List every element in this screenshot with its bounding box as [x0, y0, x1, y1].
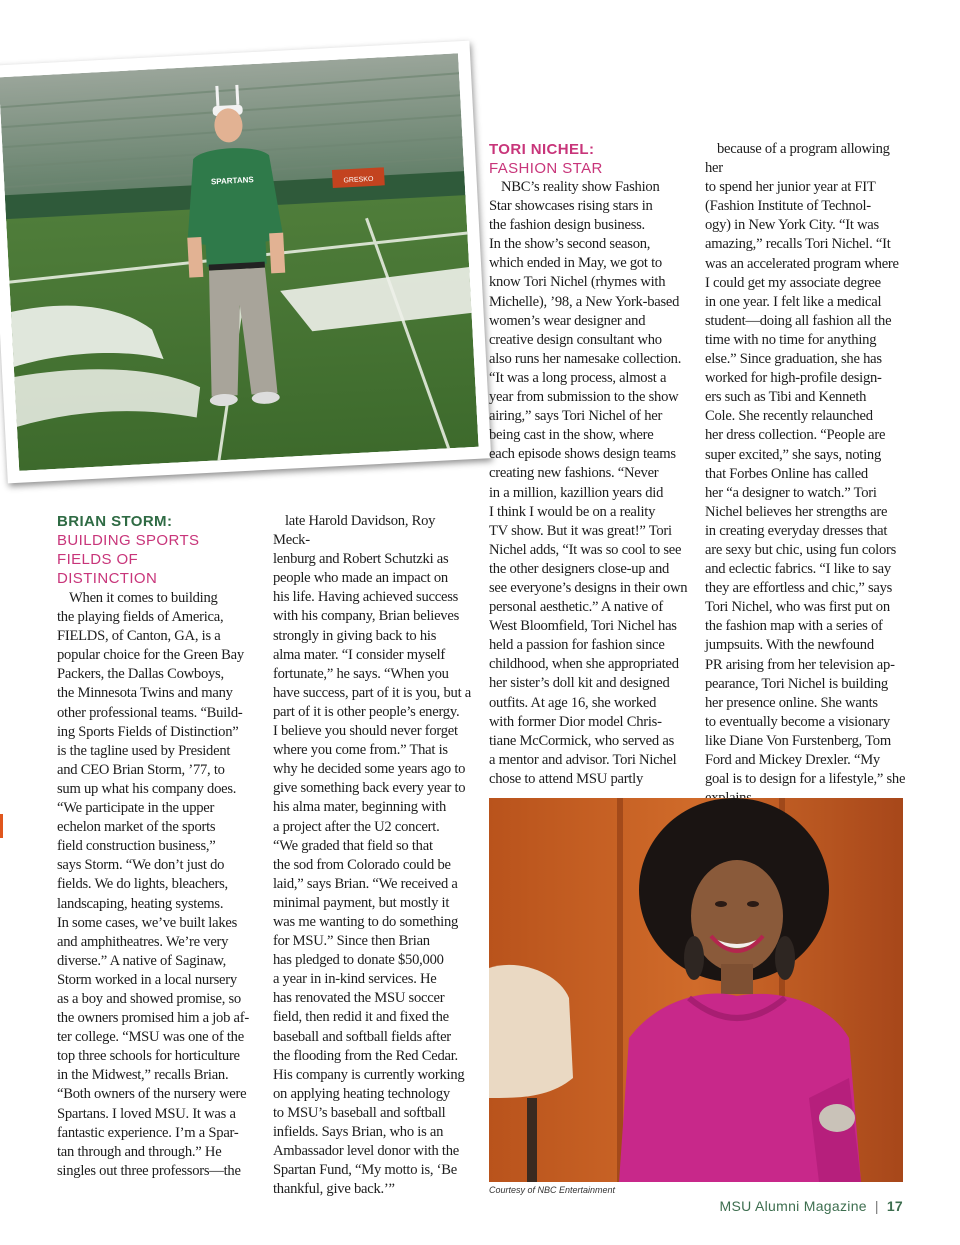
article1-text-line: strongly in giving back to his — [273, 627, 437, 644]
article2-text-line: to eventually become a visionary — [705, 713, 890, 730]
article1-text-line: for MSU.” Since then Brian — [273, 933, 430, 950]
article2-text-line: which ended in May, we got to — [489, 255, 662, 272]
article1-text-line: “We graded that field so that — [273, 837, 433, 854]
article1-text-line: and CEO Brian Storm, ’77, to — [57, 761, 225, 778]
article1-text-line: field construction business,” — [57, 838, 216, 855]
article1-text-line: the sod from Colorado could be — [273, 856, 451, 873]
article2-text-line: also runs her namesake collection. — [489, 350, 682, 367]
article1-text-line: why he decided some years ago to — [273, 761, 466, 778]
article2-text-line: I could get my associate degree — [705, 274, 881, 291]
article1-text-line: fortunate,” he says. “When you — [273, 665, 449, 682]
article1-text-line: other professional teams. “Build- — [57, 704, 243, 721]
article2-text-line: the fashion design business. — [489, 217, 645, 234]
article2-text-line: outfits. At age 16, she worked — [489, 694, 657, 711]
article2-text-line: super excited,” she says, noting — [705, 446, 881, 463]
footer-separator: | — [874, 1198, 879, 1214]
article1-text-line: late Harold Davidson, Roy Meck- — [273, 513, 436, 549]
article1-text-line: FIELDS, of Canton, GA, is a — [57, 628, 221, 645]
article1-heading-sub-line: FIELDS OF — [57, 551, 139, 568]
article1-text-line: give something back every year to — [273, 780, 466, 797]
article1-text-line: says Storm. “We don’t just do — [57, 857, 225, 874]
tori-nichel-photo — [489, 798, 903, 1182]
article2-text-line: jumpsuits. With the newfound — [705, 637, 874, 654]
article2-text-line: in a million, kazillion years did — [489, 484, 664, 501]
article1-text-line: His company is currently working — [273, 1066, 465, 1083]
article1-text-line: thankful, give back.’” — [273, 1181, 395, 1198]
article2-text-line: are sexy but chic, using fun colors — [705, 541, 897, 558]
article1-text-line: people who made an impact on — [273, 570, 448, 587]
magazine-name: MSU Alumni Magazine — [719, 1198, 867, 1214]
article1-text-line: lenburg and Robert Schutzki as — [273, 551, 449, 568]
article1-text-line: a year in in-kind services. He — [273, 971, 437, 988]
article2-text-line: Star showcases rising stars in — [489, 198, 653, 215]
article2-text-line: year from submission to the show — [489, 389, 679, 406]
article1-text-line: sum up what his company does. — [57, 780, 237, 797]
article1-text-line: the flooding from the Red Cedar. — [273, 1047, 458, 1064]
article1-text-line: in the Midwest,” recalls Brian. — [57, 1067, 229, 1084]
article1-text-line: his alma mater, beginning with — [273, 799, 447, 816]
article1-text-line: has pledged to donate $50,000 — [273, 952, 444, 969]
article1-text-line: and amphitheatres. We’re very — [57, 933, 229, 950]
article2-text-line: her sister’s doll kit and designed — [489, 675, 670, 692]
article2-text-line: the fashion map with a series of — [705, 618, 883, 635]
article2-text-line: TV show. But it was great!” Tori — [489, 522, 672, 539]
article1-text-line: I believe you should never forget — [273, 723, 458, 740]
article2-text-line: being cast in the show, where — [489, 427, 654, 444]
article1-text-line: to MSU’s baseball and softball — [273, 1104, 446, 1121]
article2-text-line: women’s wear designer and — [489, 312, 646, 329]
article2-text-line: Michelle), ’98, a New York-based — [489, 293, 680, 310]
article1-text-line: fields. We do lights, bleachers, — [57, 876, 228, 893]
article2-text-line: PR arising from her television ap- — [705, 656, 895, 673]
article2-text-line: Nichel believes her strengths are — [705, 503, 888, 520]
article1-column2 — [273, 512, 473, 1199]
article1-text-line: part of it is other people’s energy. — [273, 703, 460, 720]
article2-text-line: tiane McCormick, who served as — [489, 732, 675, 749]
article1-text-line: ter college. “MSU was one of the — [57, 1029, 244, 1046]
edge-tab-mark — [0, 814, 3, 838]
article1-text-line: “We participate in the upper — [57, 800, 215, 817]
article2-text-line: in one year. I felt like a medical — [705, 293, 882, 310]
article2-text-line: in creating everyday dresses that — [705, 522, 888, 539]
article1-heading-name: BRIAN STORM: — [57, 513, 173, 530]
article2-column4 — [705, 140, 910, 808]
article1-text-line: laid,” says Brian. “We received a — [273, 875, 458, 892]
article2-text-line: because of a program allowing her — [705, 141, 890, 177]
article2-text-line: NBC’s reality show Fashion — [501, 179, 660, 195]
article2-text-line: and eclectic fabrics. “I like to say — [705, 561, 891, 578]
article2-text-line: see everyone’s designs in their own — [489, 579, 688, 596]
article2-col3-text — [489, 178, 694, 789]
article1-text-line: top three schools for horticulture — [57, 1048, 240, 1065]
article2-text-line: In the show’s second season, — [489, 236, 651, 253]
article2-text-line: her presence online. She wants — [705, 694, 878, 711]
article2-text-line: pearance, Tori Nichel is building — [705, 675, 888, 692]
article1-text-line: baseball and softball fields after — [273, 1028, 451, 1045]
article2-text-line: Cole. She recently relaunched — [705, 408, 873, 425]
article2-text-line: like Diane Von Furstenberg, Tom — [705, 732, 891, 749]
article1-column1 — [57, 512, 262, 1181]
article1-text-line: as a boy and showed promise, so — [57, 990, 241, 1007]
article1-text-line: Spartan Fund, “My motto is, ‘Be — [273, 1162, 457, 1179]
article1-text-line: diverse.” A native of Saginaw, — [57, 952, 227, 969]
article2-text-line: that Forbes Online has called — [705, 465, 868, 482]
article2-col4-text — [705, 140, 910, 808]
article2-text-line: I think I would be on a reality — [489, 503, 656, 520]
article2-text-line: goal is to design for a lifestyle,” she — [705, 771, 906, 788]
field-photo-frame — [0, 41, 491, 484]
article2-text-line: Tori Nichel, who was first put on — [705, 599, 890, 616]
article2-text-line: student—doing all fashion all the — [705, 312, 892, 329]
article1-text-line: ing Sports Fields of Distinction” — [57, 723, 239, 740]
article2-text-line: childhood, when she appropriated — [489, 656, 679, 673]
article2-text-line: with former Dior model Chris- — [489, 713, 662, 730]
article1-text-line: popular choice for the Green Bay — [57, 647, 244, 664]
article2-text-line: know Tori Nichel (rhymes with — [489, 274, 666, 291]
article1-text-line: infields. Says Brian, who is an — [273, 1124, 444, 1140]
article2-text-line: Nichel adds, “It was so cool to see — [489, 541, 682, 558]
article2-text-line: time with no time for anything — [705, 331, 877, 348]
article1-text-line: field, then redid it and fixed the — [273, 1009, 449, 1026]
article1-text-line: was me wanting to do something — [273, 913, 459, 930]
page-number: 17 — [886, 1198, 903, 1214]
article2-text-line: ogy) in New York City. “It was — [705, 217, 879, 234]
article1-text-line: Storm worked in a local nursery — [57, 971, 237, 988]
article2-text-line: chose to attend MSU partly — [489, 770, 644, 787]
article1-text-line: tan through and through.” He — [57, 1143, 222, 1160]
article2-text-line: each episode shows design teams — [489, 446, 676, 463]
article2-text-line: (Fashion Institute of Technol- — [705, 198, 871, 215]
article1-heading-sub-line: DISTINCTION — [57, 570, 158, 587]
photo-credit: Courtesy of NBC Entertainment — [489, 1185, 616, 1195]
article2-text-line: creative design consultant who — [489, 331, 662, 348]
article1-text-line: landscaping, heating systems. — [57, 895, 224, 912]
article2-text-line: West Bloomfield, Tori Nichel has — [489, 618, 677, 635]
article2-text-line: else.” Since graduation, she has — [705, 351, 882, 368]
article1-text-line: When it comes to building — [69, 590, 218, 606]
article1-text-line: Packers, the Dallas Cowboys, — [57, 666, 224, 683]
article2-text-line: personal aesthetic.” A native of — [489, 599, 663, 616]
article1-text-line: has renovated the MSU soccer — [273, 990, 445, 1007]
field-photo — [0, 53, 479, 471]
article1-text-line: alma mater. “I consider myself — [273, 646, 446, 663]
article1-text-line: Spartans. I loved MSU. It was a — [57, 1105, 236, 1122]
article2-heading-sub: FASHION STAR — [489, 160, 603, 177]
shirt-text: SPARTANS — [210, 175, 254, 187]
article1-text-line: the owners promised him a job af- — [57, 1010, 249, 1027]
article1-text-line: a project after the U2 concert. — [273, 818, 440, 835]
article1-text-line: the Minnesota Twins and many — [57, 685, 233, 702]
article1-text-line: on applying heating technology — [273, 1085, 450, 1102]
article2-text-line: held a passion for fashion since — [489, 637, 665, 654]
article1-col1-text — [57, 589, 262, 1181]
article1-heading-sub-line: BUILDING SPORTS — [57, 532, 200, 549]
article1-text-line: with his company, Brian believes — [273, 608, 460, 625]
stadium-sign-text: GRESKO — [343, 175, 374, 185]
article2-column3 — [489, 140, 694, 789]
article1-text-line: is the tagline used by President — [57, 742, 231, 759]
article2-text-line: airing,” says Tori Nichel of her — [489, 408, 663, 425]
article2-text-line: the other designers close-up and — [489, 560, 670, 577]
article1-text-line: Ambassador level donor with the — [273, 1143, 459, 1160]
article1-text-line: have success, part of it is you, but a — [273, 684, 472, 701]
article1-text-line: where you come from.” That is — [273, 742, 448, 759]
article1-col2-text — [273, 512, 473, 1199]
article2-text-line: was an accelerated program where — [705, 255, 899, 272]
article1-text-line: In some cases, we’ve built lakes — [57, 914, 238, 931]
article2-text-line: “It was a long process, almost a — [489, 369, 667, 386]
article1-text-line: the playing fields of America, — [57, 609, 224, 626]
article1-text-line: echelon market of the sports — [57, 819, 216, 836]
page-footer — [720, 1198, 903, 1214]
article2-text-line: worked for high-profile design- — [705, 370, 882, 387]
article2-text-line: her “a designer to watch.” Tori — [705, 484, 877, 501]
article1-text-line: his life. Having achieved success — [273, 589, 459, 606]
article1-text-line: “Both owners of the nursery were — [57, 1086, 247, 1103]
article2-text-line: her dress collection. “People are — [705, 427, 886, 444]
article2-text-line: a mentor and advisor. Tori Nichel — [489, 751, 677, 768]
article2-text-line: creating new fashions. “Never — [489, 465, 659, 482]
article1-text-line: fantastic experience. I’m a Spar- — [57, 1124, 239, 1141]
article2-text-line: to spend her junior year at FIT — [705, 179, 876, 196]
article2-text-line: they are effortless and chic,” says — [705, 580, 893, 597]
article2-text-line: ers such as Tibi and Kenneth — [705, 389, 867, 406]
article1-text-line: singles out three professors—the — [57, 1162, 241, 1179]
article2-text-line: Ford and Mickey Drexler. “My — [705, 752, 880, 768]
article2-heading-name: TORI NICHEL: — [489, 141, 595, 158]
article1-text-line: minimal payment, but mostly it — [273, 894, 450, 911]
article2-text-line: amazing,” recalls Tori Nichel. “It — [705, 236, 891, 253]
